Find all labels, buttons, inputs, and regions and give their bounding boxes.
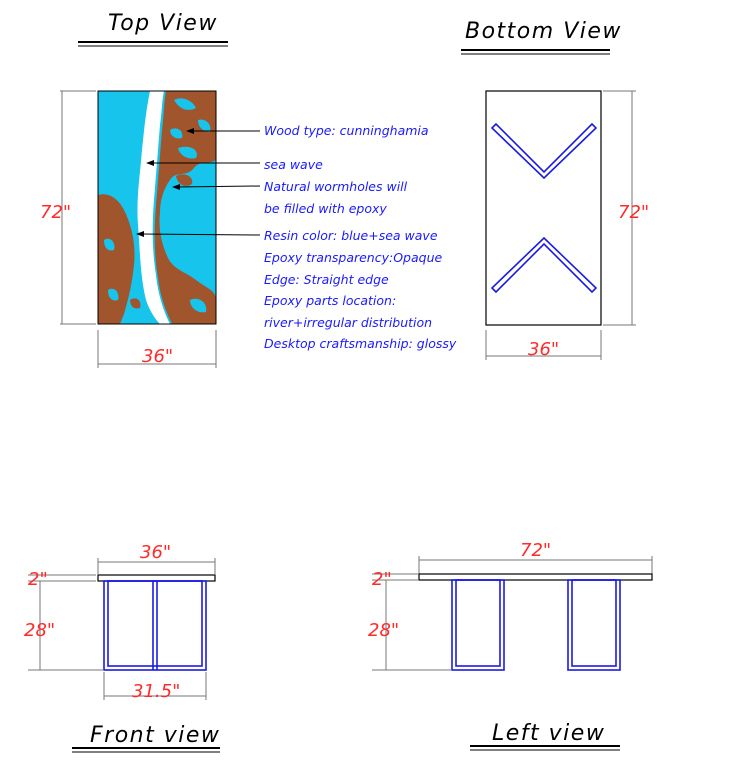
river-table-top-image [98,91,216,324]
left-view [368,540,652,750]
bottom-view-title: Bottom View [465,19,622,44]
left-leg-2 [568,580,620,670]
note-sea-wave: sea wave [264,157,323,172]
note-wormholes: Natural wormholes will [264,179,408,194]
front-width-label: 36" [140,542,172,563]
front-base-label: 31.5" [132,681,181,702]
upper-v-bracket [492,124,596,178]
top-width-label: 36" [142,346,174,367]
top-length-label: 72" [40,202,72,223]
note-craftsmanship: Desktop craftsmanship: glossy [264,336,457,351]
front-view-title: Front view [90,723,221,748]
lower-v-bracket [492,238,596,292]
note-wormholes-cont: be filled with epoxy [264,201,387,216]
bottom-length-label: 72" [618,202,650,223]
top-view-title: Top View [108,11,218,36]
note-transparency: Epoxy transparency:Opaque [264,250,443,265]
bottom-view [461,19,649,360]
left-thickness-label: 2" [372,569,392,590]
front-view [24,542,220,752]
left-height-label: 28" [368,620,400,641]
left-view-title: Left view [492,721,606,746]
left-leg-1 [452,580,504,670]
bottom-view-outline [486,91,601,325]
front-thickness-label: 2" [28,569,48,590]
note-wood-type: Wood type: cunninghamia [264,123,429,138]
top-view [40,11,457,368]
bottom-width-label: 36" [528,339,560,360]
note-resin-color: Resin color: blue+sea wave [264,228,438,243]
front-leg-frame [104,581,206,670]
front-height-label: 28" [24,620,56,641]
note-edge: Edge: Straight edge [264,272,389,287]
left-table-slab [419,574,652,580]
left-length-label: 72" [520,540,552,561]
front-table-slab [98,575,215,581]
note-epoxy-location: Epoxy parts location: [264,293,397,308]
note-epoxy-location-cont: river+irregular distribution [264,315,433,330]
bottom-view-dimensions [486,91,649,360]
annotation-notes [264,123,457,351]
